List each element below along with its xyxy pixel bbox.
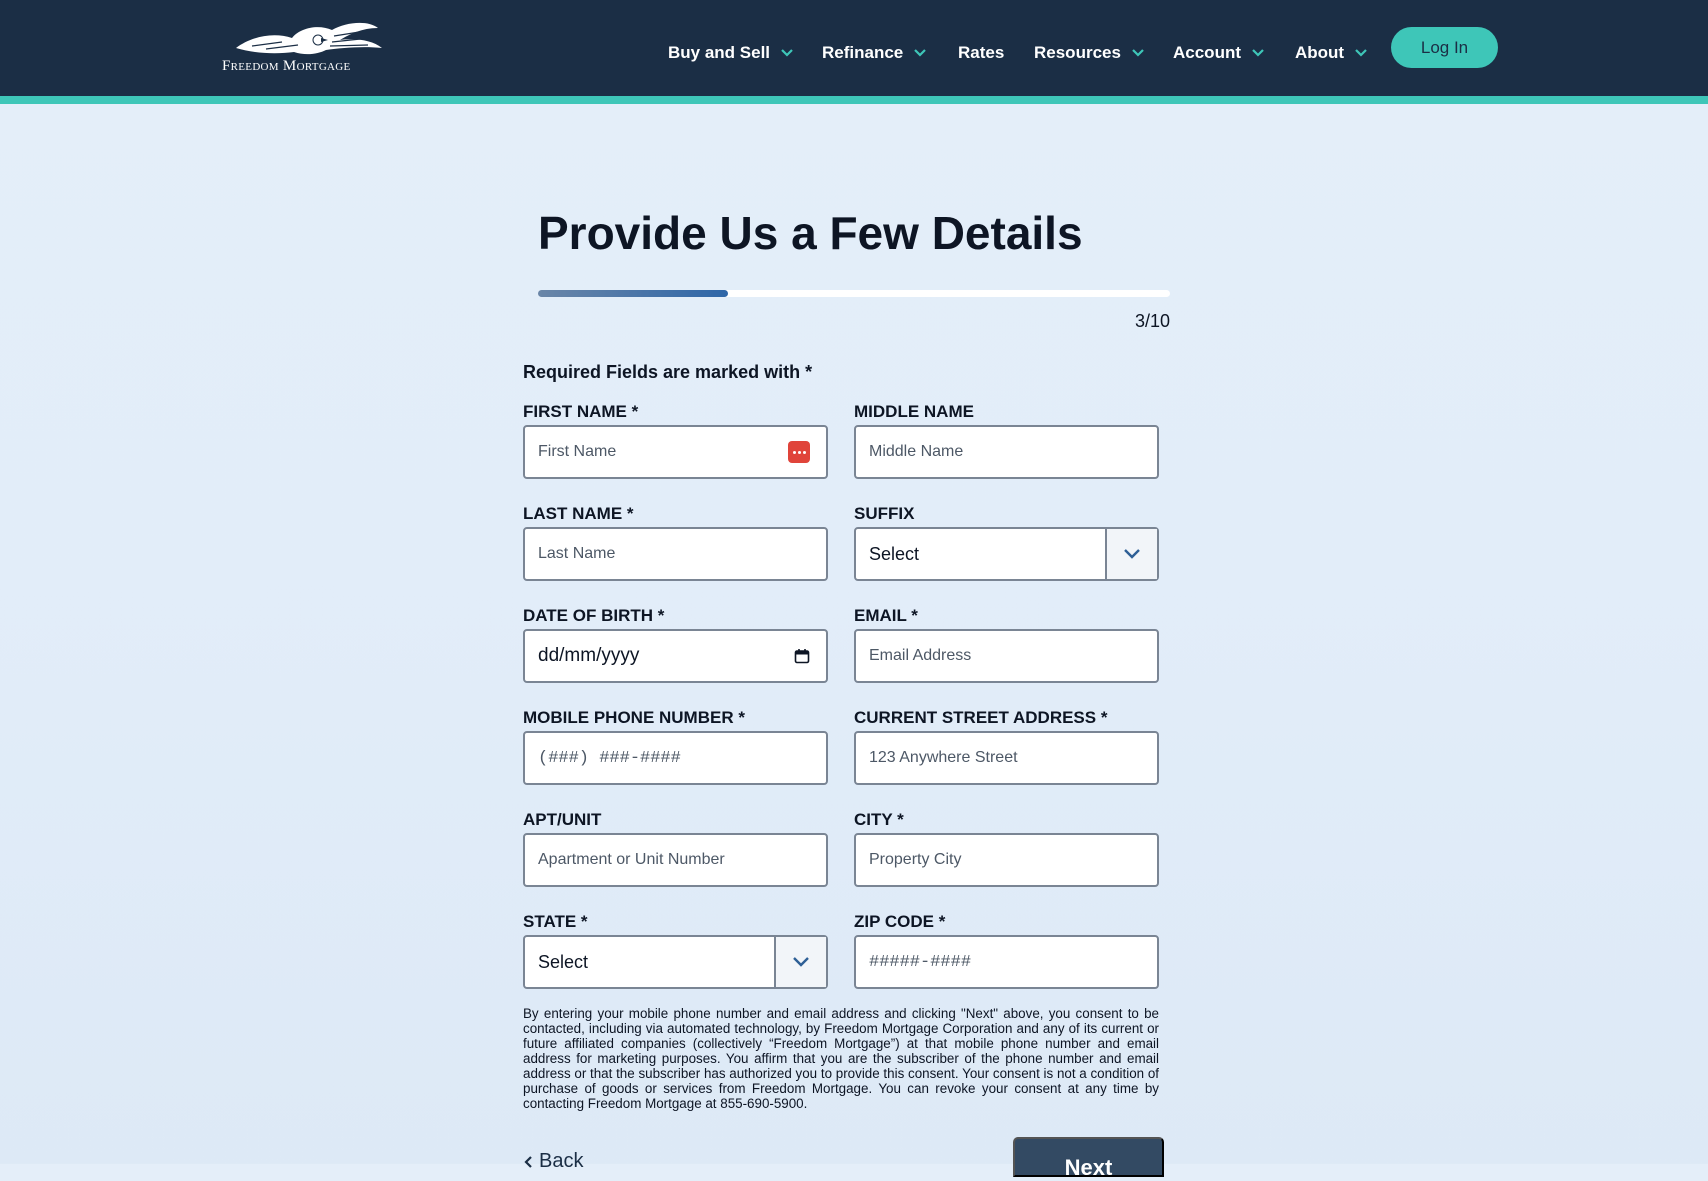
- state-selected-value: Select: [538, 952, 589, 972]
- suffix-dropdown-button[interactable]: [1105, 529, 1157, 579]
- chevron-down-icon: [1131, 48, 1145, 58]
- chevron-down-icon: [1251, 48, 1265, 58]
- middle-name-field: [854, 425, 1159, 479]
- apt-unit-field: [523, 833, 828, 887]
- dob-input-value: dd/mm/yyyy: [538, 645, 640, 666]
- header-accent-stripe: [0, 96, 1708, 104]
- chevron-down-icon: [1354, 48, 1368, 58]
- chevron-down-icon: [1123, 548, 1141, 560]
- login-button[interactable]: Log In: [1391, 27, 1498, 68]
- next-button[interactable]: Next: [1013, 1137, 1164, 1177]
- nav-rates[interactable]: [958, 42, 1004, 64]
- logo-wordmark: Freedom Mortgage: [222, 58, 351, 74]
- suffix-label: SUFFIX: [854, 504, 915, 523]
- chevron-down-icon: [913, 48, 927, 58]
- last-name-input[interactable]: [525, 529, 826, 579]
- progress-bar: [538, 290, 1170, 297]
- city-field: [854, 833, 1159, 887]
- phone-label: MOBILE PHONE NUMBER *: [523, 708, 745, 727]
- first-name-field: [523, 425, 828, 479]
- nav-resources[interactable]: [1034, 42, 1145, 64]
- nav-about[interactable]: [1295, 42, 1368, 64]
- consent-disclaimer: By entering your mobile phone number and email address and clicking "Next" above, you consent to be contacted, including via automated technology, by Freedom Mortgage Corporation and any of its current or future affiliated companies (collectively “Freedom Mortgage”) at that mobile phone number and email address for marketing purposes. You affirm that you are the subscriber of the phone number and email address or that the subscriber has authorized you to provide this consent. Your consent is not a condition of purchase of goods or services from Freedom Mortgage. You can revoke your consent at any time by contacting Freedom Mortgage at 855-690-5900.: [523, 1006, 1159, 1111]
- site-header: [0, 0, 1708, 96]
- street-address-label: CURRENT STREET ADDRESS *: [854, 708, 1108, 727]
- first-name-label: FIRST NAME *: [523, 402, 639, 421]
- middle-name-label: MIDDLE NAME: [854, 402, 974, 421]
- nav-label: Buy and Sell: [668, 43, 771, 62]
- main-nav: [0, 0, 1708, 96]
- dob-field[interactable]: [523, 629, 828, 683]
- chevron-down-icon: [780, 48, 794, 58]
- first-name-input[interactable]: [525, 427, 826, 477]
- dob-label: DATE OF BIRTH *: [523, 606, 665, 625]
- phone-input[interactable]: [525, 733, 826, 783]
- chevron-down-icon: [792, 956, 810, 968]
- street-address-input[interactable]: [856, 733, 1157, 783]
- apt-unit-label: APT/UNIT: [523, 810, 602, 829]
- state-select[interactable]: [523, 935, 828, 989]
- zip-code-label: ZIP CODE *: [854, 912, 946, 931]
- email-input[interactable]: [856, 631, 1157, 681]
- last-name-field: [523, 527, 828, 581]
- zip-code-input[interactable]: [856, 937, 1157, 987]
- progress-bar-fill: [538, 290, 728, 297]
- suffix-selected-value: Select: [869, 544, 920, 564]
- nav-label: About: [1295, 43, 1345, 62]
- page-title: Provide Us a Few Details: [538, 207, 1083, 259]
- password-manager-icon[interactable]: [788, 441, 810, 463]
- required-fields-note: Required Fields are marked with *: [523, 362, 813, 382]
- calendar-icon[interactable]: [794, 648, 810, 664]
- state-dropdown-button[interactable]: [774, 937, 826, 987]
- nav-account[interactable]: [1173, 42, 1265, 64]
- state-label: STATE *: [523, 912, 588, 931]
- street-address-field: [854, 731, 1159, 785]
- back-link[interactable]: [523, 1150, 583, 1173]
- city-input[interactable]: [856, 835, 1157, 885]
- nav-label: Resources: [1034, 43, 1121, 62]
- nav-label: Account: [1173, 43, 1241, 62]
- back-link-label: Back: [539, 1150, 584, 1172]
- middle-name-input[interactable]: [856, 427, 1157, 477]
- nav-label: Rates: [958, 43, 1005, 62]
- phone-field: [523, 731, 828, 785]
- email-label: EMAIL *: [854, 606, 918, 625]
- last-name-label: LAST NAME *: [523, 504, 634, 523]
- nav-label: Refinance: [822, 43, 904, 62]
- nav-buy-and-sell[interactable]: [668, 42, 794, 64]
- city-label: CITY *: [854, 810, 904, 829]
- chevron-left-icon: [523, 1155, 533, 1169]
- email-field: [854, 629, 1159, 683]
- zip-code-field: [854, 935, 1159, 989]
- apt-unit-input[interactable]: [525, 835, 826, 885]
- step-counter: 3/10: [1134, 311, 1170, 331]
- nav-refinance[interactable]: [822, 42, 927, 64]
- suffix-select[interactable]: [854, 527, 1159, 581]
